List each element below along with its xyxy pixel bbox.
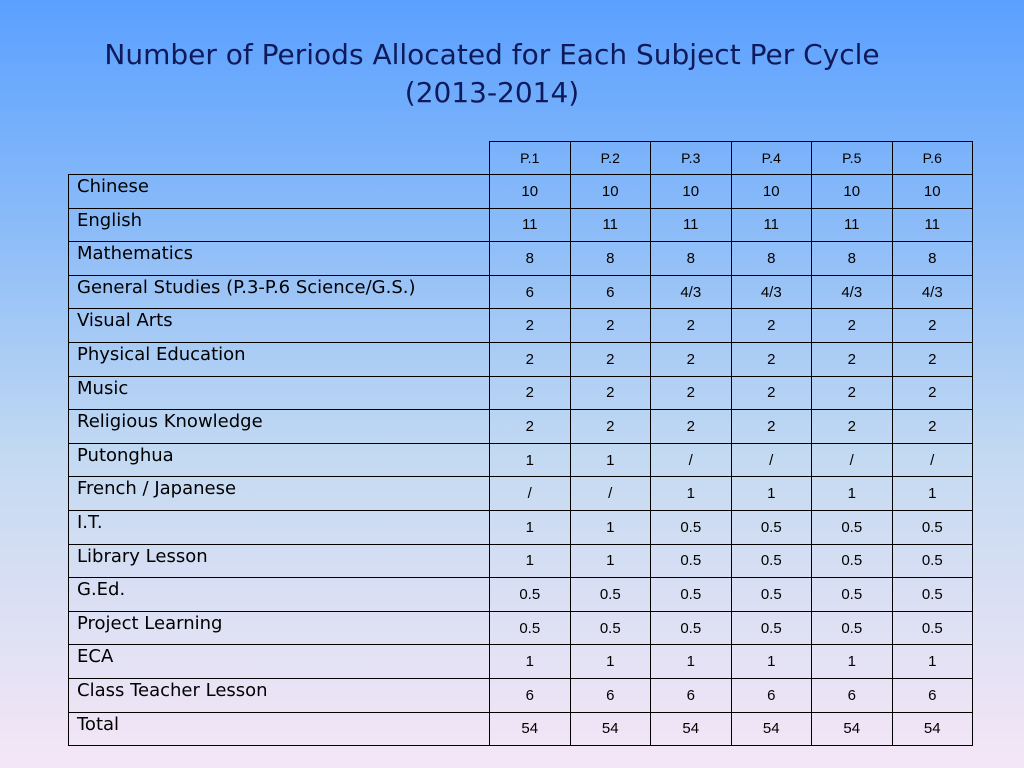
period-cell: 2 xyxy=(490,342,571,376)
period-cell: 10 xyxy=(651,175,732,209)
period-cell: 10 xyxy=(731,175,812,209)
table-header-row xyxy=(69,142,973,175)
period-cell: 8 xyxy=(651,242,732,276)
period-cell: 8 xyxy=(731,242,812,276)
slide-title xyxy=(0,36,984,112)
period-cell: 2 xyxy=(731,376,812,410)
column-header: P.3 xyxy=(651,142,732,175)
period-cell: 54 xyxy=(892,712,973,746)
period-cell: 1 xyxy=(570,443,651,477)
title-line-2: (2013-2014) xyxy=(404,76,580,109)
period-cell: 0.5 xyxy=(731,544,812,578)
period-cell: 2 xyxy=(892,376,973,410)
table-row xyxy=(69,645,973,679)
subject-cell: Physical Education xyxy=(69,342,490,376)
table-row xyxy=(69,443,973,477)
period-cell: 0.5 xyxy=(812,544,893,578)
period-cell: 2 xyxy=(651,342,732,376)
period-cell: 1 xyxy=(731,477,812,511)
period-cell: / xyxy=(892,443,973,477)
subject-cell: French / Japanese xyxy=(69,477,490,511)
period-cell: 0.5 xyxy=(651,510,732,544)
period-cell: 6 xyxy=(731,678,812,712)
subject-cell: General Studies (P.3-P.6 Science/G.S.) xyxy=(69,275,490,309)
table-row xyxy=(69,376,973,410)
column-header: P.5 xyxy=(812,142,893,175)
period-cell: 2 xyxy=(731,309,812,343)
period-cell: 11 xyxy=(731,208,812,242)
period-cell: 1 xyxy=(570,645,651,679)
subject-cell: Putonghua xyxy=(69,443,490,477)
subject-cell: G.Ed. xyxy=(69,578,490,612)
period-cell: 8 xyxy=(892,242,973,276)
table-row xyxy=(69,477,973,511)
period-cell: 1 xyxy=(570,510,651,544)
period-cell: 0.5 xyxy=(651,578,732,612)
table-row xyxy=(69,242,973,276)
period-cell: 0.5 xyxy=(490,578,571,612)
period-cell: 2 xyxy=(570,309,651,343)
period-cell: 2 xyxy=(812,410,893,444)
subject-cell: Total xyxy=(69,712,490,746)
period-cell: / xyxy=(570,477,651,511)
period-cell: 1 xyxy=(490,645,571,679)
period-cell: / xyxy=(731,443,812,477)
period-cell: 2 xyxy=(651,376,732,410)
period-cell: 1 xyxy=(812,645,893,679)
period-cell: 11 xyxy=(570,208,651,242)
period-cell: 4/3 xyxy=(731,275,812,309)
period-cell: 4/3 xyxy=(651,275,732,309)
period-cell: 54 xyxy=(570,712,651,746)
period-cell: 0.5 xyxy=(812,611,893,645)
period-cell: 1 xyxy=(490,544,571,578)
period-cell: 1 xyxy=(731,645,812,679)
period-cell: 2 xyxy=(812,376,893,410)
period-cell: 0.5 xyxy=(812,510,893,544)
period-cell: 2 xyxy=(731,342,812,376)
table-row xyxy=(69,208,973,242)
period-cell: 1 xyxy=(570,544,651,578)
period-cell: 0.5 xyxy=(651,611,732,645)
period-cell: 2 xyxy=(651,410,732,444)
subject-cell: Class Teacher Lesson xyxy=(69,678,490,712)
period-cell: 2 xyxy=(651,309,732,343)
subject-cell: Visual Arts xyxy=(69,309,490,343)
period-cell: 4/3 xyxy=(892,275,973,309)
period-cell: 0.5 xyxy=(731,510,812,544)
period-cell: / xyxy=(812,443,893,477)
period-cell: 0.5 xyxy=(570,611,651,645)
column-header: P.2 xyxy=(570,142,651,175)
period-cell: 1 xyxy=(490,510,571,544)
subject-cell: Library Lesson xyxy=(69,544,490,578)
table-row xyxy=(69,578,973,612)
table-body xyxy=(69,175,973,746)
period-cell: 2 xyxy=(892,342,973,376)
subject-cell: I.T. xyxy=(69,510,490,544)
period-cell: 10 xyxy=(812,175,893,209)
period-cell: 2 xyxy=(812,342,893,376)
column-header: P.1 xyxy=(490,142,571,175)
subject-cell: Project Learning xyxy=(69,611,490,645)
period-cell: 0.5 xyxy=(892,510,973,544)
periods-table xyxy=(68,141,973,746)
subject-cell: Religious Knowledge xyxy=(69,410,490,444)
period-cell: 2 xyxy=(570,410,651,444)
period-cell: 0.5 xyxy=(651,544,732,578)
period-cell: 2 xyxy=(892,410,973,444)
period-cell: 6 xyxy=(651,678,732,712)
period-cell: / xyxy=(651,443,732,477)
period-cell: 10 xyxy=(570,175,651,209)
period-cell: 2 xyxy=(892,309,973,343)
subject-cell: Mathematics xyxy=(69,242,490,276)
period-cell: 6 xyxy=(490,275,571,309)
subject-cell: English xyxy=(69,208,490,242)
period-cell: 6 xyxy=(892,678,973,712)
period-cell: 1 xyxy=(892,645,973,679)
period-cell: 2 xyxy=(490,376,571,410)
table-row xyxy=(69,342,973,376)
period-cell: 6 xyxy=(570,275,651,309)
period-cell: 54 xyxy=(731,712,812,746)
period-cell: 4/3 xyxy=(812,275,893,309)
period-cell: 8 xyxy=(490,242,571,276)
period-cell: 0.5 xyxy=(570,578,651,612)
subject-cell: Chinese xyxy=(69,175,490,209)
column-header: P.6 xyxy=(892,142,973,175)
period-cell: 54 xyxy=(812,712,893,746)
period-cell: 0.5 xyxy=(892,578,973,612)
period-cell: 1 xyxy=(651,477,732,511)
period-cell: 10 xyxy=(490,175,571,209)
period-cell: 0.5 xyxy=(892,611,973,645)
table-row xyxy=(69,410,973,444)
period-cell: 11 xyxy=(812,208,893,242)
period-cell: 6 xyxy=(570,678,651,712)
period-cell: 1 xyxy=(490,443,571,477)
period-cell: 1 xyxy=(812,477,893,511)
table-row xyxy=(69,544,973,578)
period-cell: 2 xyxy=(570,342,651,376)
period-cell: 11 xyxy=(651,208,732,242)
period-cell: 1 xyxy=(892,477,973,511)
period-cell: 54 xyxy=(651,712,732,746)
table-row xyxy=(69,175,973,209)
period-cell: 11 xyxy=(892,208,973,242)
period-cell: 2 xyxy=(570,376,651,410)
period-cell: 0.5 xyxy=(812,578,893,612)
header-blank-cell xyxy=(69,142,490,175)
period-cell: 8 xyxy=(812,242,893,276)
period-cell: 6 xyxy=(812,678,893,712)
period-cell: 2 xyxy=(490,410,571,444)
table-row xyxy=(69,611,973,645)
table-row xyxy=(69,275,973,309)
period-cell: 0.5 xyxy=(892,544,973,578)
period-cell: 11 xyxy=(490,208,571,242)
period-cell: 6 xyxy=(490,678,571,712)
period-cell: 2 xyxy=(812,309,893,343)
period-cell: 0.5 xyxy=(731,611,812,645)
period-cell: 54 xyxy=(490,712,571,746)
title-line-1: Number of Periods Allocated for Each Subject Per Cycle xyxy=(104,38,880,71)
period-cell: / xyxy=(490,477,571,511)
column-header: P.4 xyxy=(731,142,812,175)
subject-cell: Music xyxy=(69,376,490,410)
period-cell: 0.5 xyxy=(490,611,571,645)
period-cell: 0.5 xyxy=(731,578,812,612)
table-row xyxy=(69,309,973,343)
table-row xyxy=(69,510,973,544)
period-cell: 10 xyxy=(892,175,973,209)
period-cell: 2 xyxy=(731,410,812,444)
period-cell: 2 xyxy=(490,309,571,343)
subject-cell: ECA xyxy=(69,645,490,679)
table-row xyxy=(69,678,973,712)
table-row xyxy=(69,712,973,746)
period-cell: 8 xyxy=(570,242,651,276)
period-cell: 1 xyxy=(651,645,732,679)
